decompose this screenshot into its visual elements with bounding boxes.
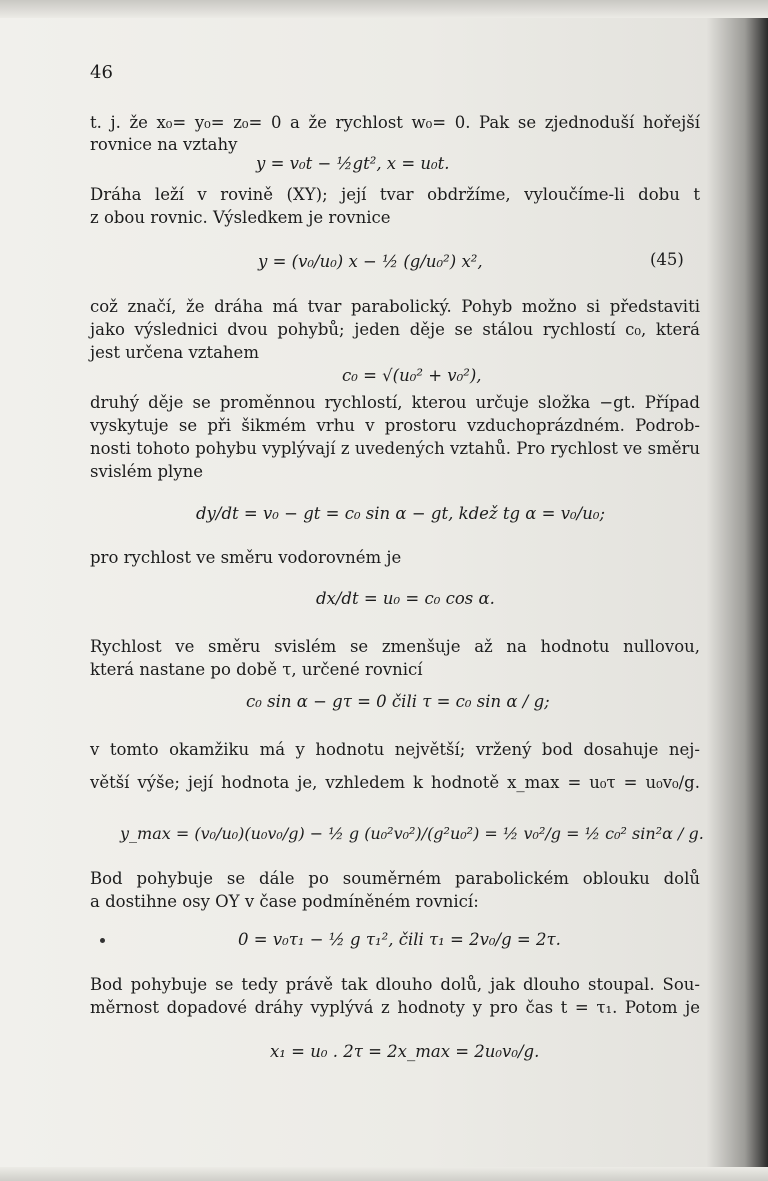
equation-c0: c₀ = √(u₀² + v₀²), (342, 366, 482, 385)
page-number: 46 (90, 62, 113, 83)
equation-dx-dt: dx/dt = u₀ = c₀ cos α. (316, 589, 495, 608)
text-line-19: Bod pohybuje se tedy právě tak dlouho dolů, jak dlouho stoupal. Sou- (90, 975, 700, 994)
page-top-edge (0, 0, 768, 18)
text-line-16: větší výše; její hodnota je, vzhledem k hodnotě x_max = u₀τ = u₀v₀/g. (90, 773, 700, 792)
text-line-18: a dostihne osy OY v čase podmíněném rovnicí: (90, 892, 479, 911)
equation-x1: x₁ = u₀ . 2τ = 2x_max = 2u₀v₀/g. (270, 1042, 540, 1061)
text-line-15: v tomto okamžiku má y hodnotu největší; vržený bod dosahuje nej- (90, 740, 700, 759)
text-line-13: Rychlost ve směru svislém se zmenšuje až na hodnotu nullovou, (90, 637, 700, 656)
text-line-6: jako výslednici dvou pohybů; jeden děje se stálou rychlostí c₀, která (90, 320, 700, 339)
text-line-9: vyskytuje se při šikmém vrhu v prostoru vzduchoprázdném. Podrob- (90, 416, 700, 435)
text-line-20: měrnost dopadové dráhy vyplývá z hodnoty y pro čas t = τ₁. Potom je (90, 998, 700, 1017)
text-line-14: která nastane po době τ, určené rovnicí (90, 660, 423, 679)
text-line-12: pro rychlost ve směru vodorovném je (90, 548, 402, 567)
text-line-8: druhý děje se proměnnou rychlostí, kterou určuje složka −gt. Případ (90, 393, 700, 412)
equation-ymax: y_max = (v₀/u₀)(u₀v₀/g) − ½ g (u₀²v₀²)/(g²u₀²) = ½ v₀²/g = ½ c₀² sin²α / g. (120, 824, 704, 843)
equation-45: y = (v₀/u₀) x − ½ (g/u₀²) x², (258, 252, 483, 271)
text-line-1: t. j. že x₀= y₀= z₀= 0 a že rychlost w₀= 0. Pak se zjednoduší hořejší (90, 113, 700, 132)
page-bottom-edge (0, 1167, 768, 1181)
text-line-11: svislém plyne (90, 462, 204, 481)
equation-number-45: (45) (650, 250, 684, 269)
text-line-4: z obou rovnic. Výsledkem je rovnice (90, 208, 391, 227)
equation-motion: y = v₀t − ½gt², x = u₀t. (256, 154, 450, 173)
text-line-17: Bod pohybuje se dále po souměrném parabolickém oblouku dolů (90, 869, 700, 888)
equation-dy-dt: dy/dt = v₀ − gt = c₀ sin α − gt, kdež tg α = v₀/u₀; (196, 504, 606, 523)
text-line-5: což značí, že dráha má tvar parabolický. Pohyb možno si představiti (90, 297, 700, 316)
equation-tau: c₀ sin α − gτ = 0 čili τ = c₀ sin α / g; (246, 692, 550, 711)
text-line-2: rovnice na vztahy (90, 135, 238, 154)
equation-tau1: 0 = v₀τ₁ − ½ g τ₁², čili τ₁ = 2v₀/g = 2τ. (238, 930, 561, 949)
text-line-7: jest určena vztahem (90, 343, 259, 362)
print-speck (100, 938, 105, 943)
text-line-10: nosti tohoto pohybu vyplývají z uvedených vztahů. Pro rychlost ve směru (90, 439, 700, 458)
text-line-3: Dráha leží v rovině (XY); její tvar obdržíme, vyloučíme-li dobu t (90, 185, 700, 204)
